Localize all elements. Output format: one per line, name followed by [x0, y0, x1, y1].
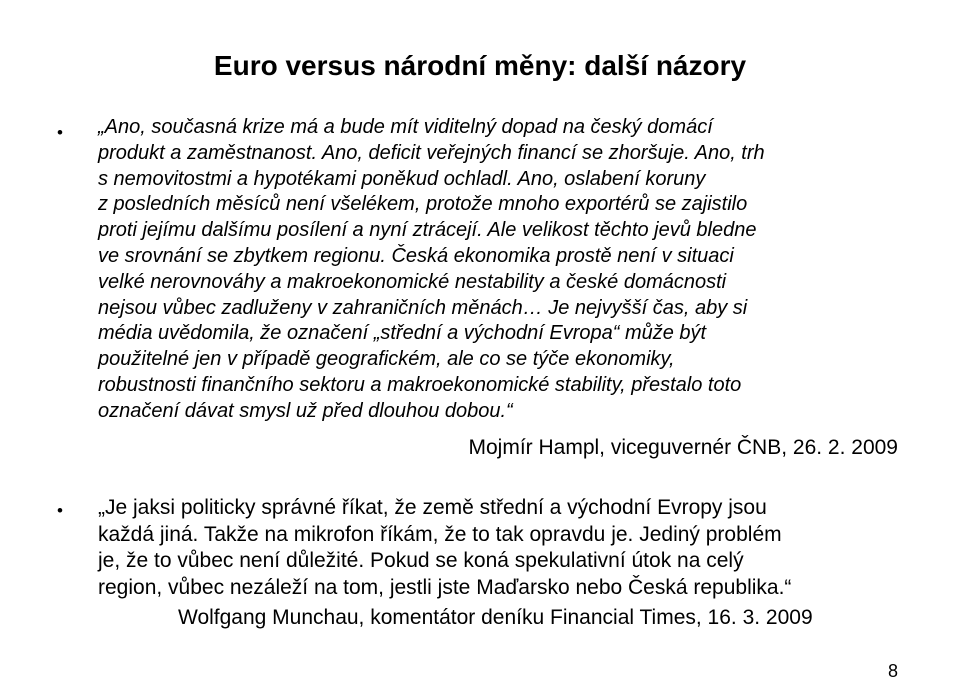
quote-hampl	[98, 115, 938, 425]
quote-line: proti jejímu dalšímu posílení a nyní ztrácejí. Ale velikost těchto jevů bledne	[98, 219, 757, 242]
bullet-marker: •	[57, 123, 63, 142]
quote-line: označení dávat smysl už před dlouhou dobou.“	[98, 399, 513, 422]
quote-line: produkt a zaměstnanost. Ano, deficit veřejných financí se zhoršuje. Ano, trh	[98, 141, 765, 164]
bullet-marker: •	[57, 501, 63, 520]
quote-line: každá jiná. Takže na mikrofon říkám, že to tak opravdu je. Jediný problém	[98, 522, 782, 546]
quote-line: „Ano, současná krize má a bude mít viditelný dopad na český domácí	[98, 116, 713, 138]
quote-line: „Je jaksi politicky správné říkat, že země střední a východní Evropy jsou	[98, 496, 767, 519]
quote-attribution-munchau: Wolfgang Munchau, komentátor deníku Financial Times, 16. 3. 2009	[178, 606, 813, 629]
quote-line: použitelné jen v případě geografickém, ale co se týče ekonomiky,	[98, 348, 675, 371]
page-number: 8	[888, 661, 899, 681]
quote-line: z posledních měsíců není všelékem, protože mnoho exportérů se zajistilo	[98, 193, 748, 216]
quote-line: je, že to vůbec není důležité. Pokud se koná spekulativní útok na celý	[98, 549, 744, 572]
quote-attribution-hampl: Mojmír Hampl, viceguvernér ČNB, 26. 2. 2009	[468, 436, 898, 459]
quote-line: velké nerovnováhy a makroekonomické nestability a české domácnosti	[98, 270, 727, 293]
quote-line: média uvědomila, že označení „střední a východní Evropa“ může být	[98, 322, 707, 345]
quote-line: region, vůbec nezáleží na tom, jestli jste Maďarsko nebo Česká republika.“	[98, 575, 792, 599]
slide-title: Euro versus národní měny: další názory	[213, 50, 747, 81]
quote-line: ve srovnání se zbytkem regionu. Česká ekonomika prostě není v situaci	[98, 244, 734, 267]
quote-line: s nemovitostmi a hypotékami poněkud ochladl. Ano, oslabení koruny	[98, 167, 706, 190]
quote-line: nejsou vůbec zadluženy v zahraničních měnách… Je nejvyšší čas, aby si	[98, 296, 748, 319]
quote-line: robustnosti finančního sektoru a makroekonomické stability, přestalo toto	[98, 373, 742, 396]
quote-munchau	[98, 495, 938, 601]
